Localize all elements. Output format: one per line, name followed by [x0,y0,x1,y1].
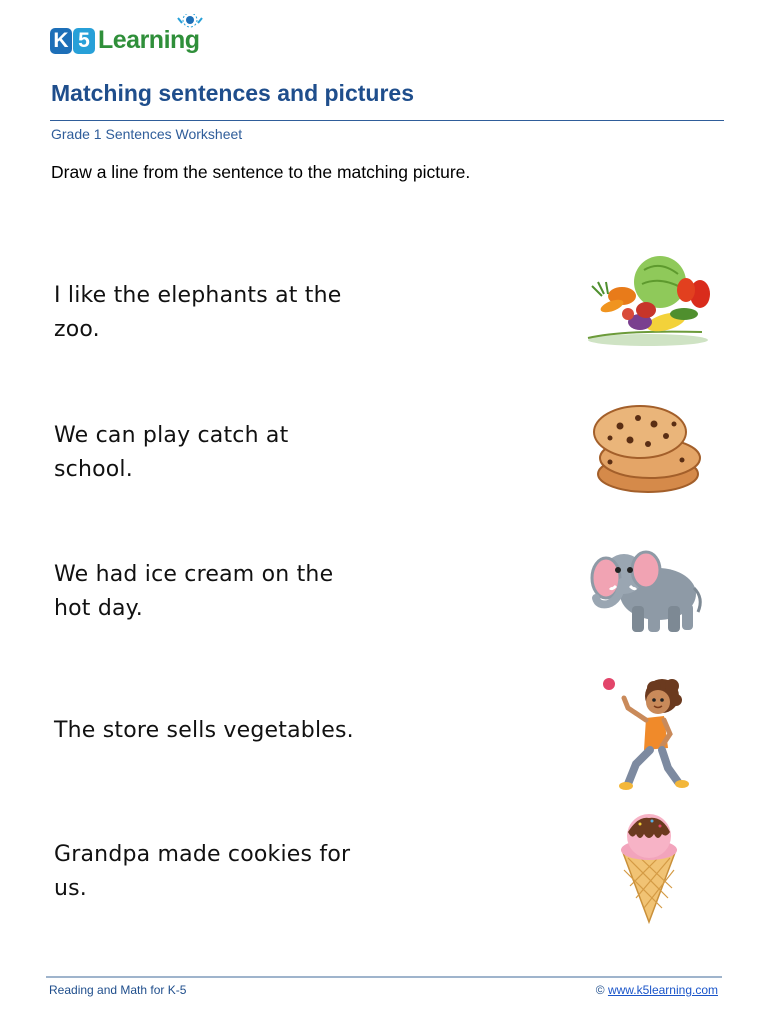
logo-word: Learning [98,26,200,54]
sentence-4-line-1: The store sells vegetables. [54,718,354,743]
boy-playing-catch-icon[interactable] [598,672,690,792]
sentence-3-line-1: We had ice cream on the [54,562,334,587]
ice-cream-cone-icon[interactable] [618,812,680,926]
logo-figure-icon [168,14,208,34]
footer-tagline: Reading and Math for K-5 [49,983,187,997]
cookies-icon[interactable] [590,402,704,496]
page-title: Matching sentences and pictures [51,80,414,106]
sentence-5-line-1: Grandpa made cookies for [54,842,351,867]
sentence-1-line-1: I like the elephants at the [54,283,342,308]
sentence-3 [54,558,374,626]
sentence-2-line-2: school. [54,457,133,482]
sentence-5 [54,838,374,906]
logo-badge [50,28,96,54]
sentence-5-line-2: us. [54,876,87,901]
sentence-3-line-2: hot day. [54,596,143,621]
copyright-symbol: © [595,983,605,997]
sentence-1-line-2: zoo. [54,317,100,342]
footer-website-link[interactable]: www.k5learning.com [607,983,718,997]
sentence-4 [54,714,374,748]
sentence-1 [54,279,374,347]
sentence-2-line-1: We can play catch at [54,423,289,448]
footer-divider [46,976,722,978]
title-divider [50,120,724,121]
instruction-text: Draw a line from the sentence to the matching picture. [51,162,471,182]
elephant-icon[interactable] [582,542,706,638]
sentence-2 [54,419,374,487]
logo-five: 5 [73,28,95,54]
worksheet-subtitle: Grade 1 Sentences Worksheet [51,126,243,142]
vegetables-icon[interactable] [582,252,712,350]
k5-learning-logo [48,14,218,58]
logo-k: K [50,28,72,54]
footer-copyright [596,983,718,997]
